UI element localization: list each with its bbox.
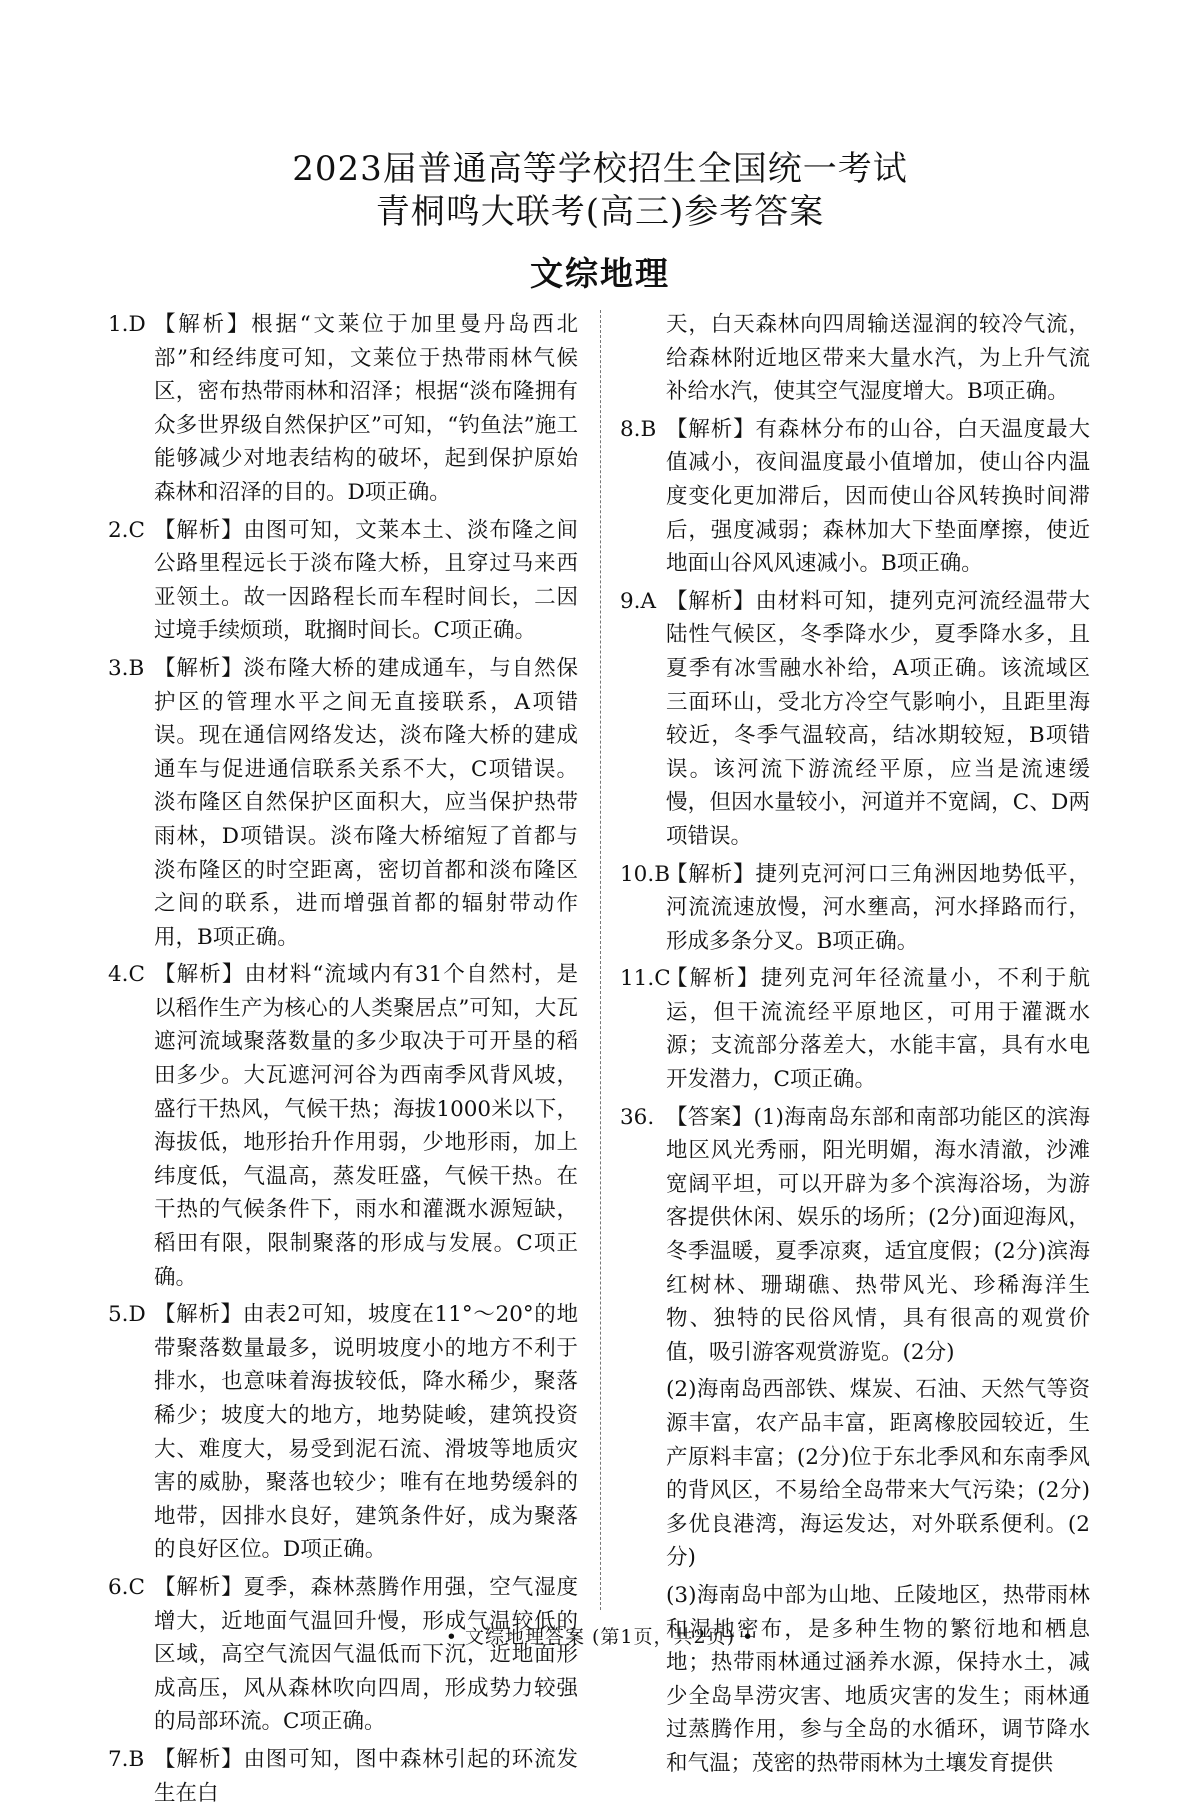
answer-item-36: 36. 【答案】(1)海南岛东部和南部功能区的滨海地区风光秀丽，阳光明媚，海水清澈，沙滩宽阔平坦，可以开辟为多个滨海浴场，为游客提供休闲、娱乐的场所；(2分)面迎海风，冬季温暖，夏季凉爽，适宜度假；(2分)滨海红树林、珊瑚礁、热带风光、珍稀海洋生物、独特的民俗风情，具有很高的观赏价值，吸引游客观赏游览。(2分) xyxy=(620,1104,1090,1365)
answer-item-8: 8.B 【解析】有森林分布的山谷，白天温度最大值减小，夜间温度最小值增加，使山谷内温度变化更加滞后，因而使山谷风转换时间滞后，强度减弱；森林加大下垫面摩擦，使近地面山谷风风速减小。B项正确。 xyxy=(620,416,1090,577)
answer-36-part-3: (3)海南岛中部为山地、丘陵地区，热带雨林和湿地密布，是多种生物的繁衍地和栖息地；热带雨林通过涵养水源，保持水土，减少全岛旱涝灾害、地质灾害的发生；雨林通过蒸腾作用，参与全岛的水循环，调节降水和气温；茂密的热带雨林为土壤发育提供 xyxy=(666,1582,1090,1776)
answer-item-2: 2.C 【解析】由图可知，文莱本土、淡布隆之间公路里程远长于淡布隆大桥，且穿过马来西亚领土。故一因路程长而车程时间长，二因过境手续烦琐，耽搁时间长。C项正确。 xyxy=(108,517,578,644)
column-divider xyxy=(600,310,601,1610)
subject-title: 文综地理 xyxy=(530,254,670,293)
answer-item-7: 7.B 【解析】由图可知，图中森林引起的环流发生在白 xyxy=(108,1746,578,1806)
left-column xyxy=(108,308,578,1814)
answer-key-title: 青桐鸣大联考(高三)参考答案 xyxy=(375,192,825,232)
answer-item-7-continued: 天，白天森林向四周输送湿润的较冷气流，给森林附近地区带来大量水汽，为上升气流补给水汽，使其空气湿度增大。B项正确。 xyxy=(666,312,1090,405)
answer-item-6: 6.C 【解析】夏季，森林蒸腾作用强，空气湿度增大，近地面气温回升慢，形成气温较低的区域，高空气流因气温低而下沉，近地面形成高压，风从森林吹向四周，形成势力较强的局部环流。C项正确。 xyxy=(108,1574,578,1735)
right-column xyxy=(620,308,1090,1785)
exam-title: 2023届普通高等学校招生全国统一考试 xyxy=(292,149,908,189)
page-footer: • 文综地理答案 (第1页，共2页) • xyxy=(445,1626,755,1648)
answer-36-part-2: (2)海南岛西部铁、煤炭、石油、天然气等资源丰富，农产品丰富，距离橡胶园较近，生产原料丰富；(2分)位于东北季风和东南季风的背风区，不易给全岛带来大气污染；(2分)多优良港湾，海运发达，对外联系便利。(2分) xyxy=(666,1377,1090,1571)
answer-item-4: 4.C 【解析】由材料“流域内有31个自然村，是以稻作生产为核心的人类聚居点”可知，大瓦遮河流域聚落数量的多少取决于可开垦的稻田多少。大瓦遮河河谷为西南季风背风坡，盛行干热风，气候干热；海拔1000米以下，海拔低，地形抬升作用弱，少地形雨，加上纬度低，气温高，蒸发旺盛，气候干热。在干热的气候条件下，雨水和灌溉水源短缺，稻田有限，限制聚落的形成与发展。C项正确。 xyxy=(108,962,578,1290)
document-header xyxy=(0,148,1200,304)
answer-item-9: 9.A 【解析】由材料可知，捷列克河流经温带大陆性气候区，冬季降水少，夏季降水多，且夏季有冰雪融水补给，A项正确。该流域区三面环山，受北方冷空气影响小，且距里海较近，冬季气温较高，结冰期较短，B项错误。该河流下游流经平原，应当是流速缓慢，但因水量较小，河道并不宽阔，C、D两项错误。 xyxy=(620,588,1090,849)
answer-item-11: 11.C 【解析】捷列克河年径流量小，不利于航运，但干流流经平原地区，可用于灌溉水源；支流部分落差大，水能丰富，具有水电开发潜力，C项正确。 xyxy=(620,966,1090,1093)
answer-item-10: 10.B 【解析】捷列克河河口三角洲因地势低平，河流流速放慢，河水壅高，河水择路而行，形成多条分叉。B项正确。 xyxy=(620,861,1090,954)
answer-item-1: 1.D 【解析】根据“文莱位于加里曼丹岛西北部”和经纬度可知，文莱位于热带雨林气候区，密布热带雨林和沼泽；根据“淡布隆拥有众多世界级自然保护区”可知，“钓鱼法”施工能够减少对地表结构的破坏，起到保护原始森林和沼泽的目的。D项正确。 xyxy=(108,312,578,505)
answer-item-5: 5.D 【解析】由表2可知，坡度在11°～20°的地带聚落数量最多，说明坡度小的地方不利于排水，也意味着海拔较低，降水稀少，聚落稀少；坡度大的地方，地势陡峻，建筑投资大、难度大，易受到泥石流、滑坡等地质灾害的威胁，聚落也较少；唯有在地势缓斜的地带，因排水良好，建筑条件好，成为聚落的良好区位。D项正确。 xyxy=(108,1302,578,1563)
answer-item-3: 3.B 【解析】淡布隆大桥的建成通车，与自然保护区的管理水平之间无直接联系，A项错误。现在通信网络发达，淡布隆大桥的建成通车与促进通信联系关系不大，C项错误。淡布隆区自然保护区面积大，应当保护热带雨林，D项错误。淡布隆大桥缩短了首都与淡布隆区的时空距离，密切首都和淡布隆区之间的联系，进而增强首都的辐射带动作用，B项正确。 xyxy=(108,655,578,950)
